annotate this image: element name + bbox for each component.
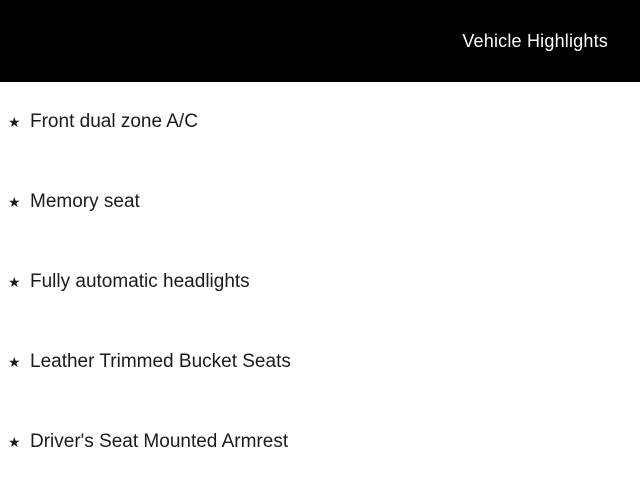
page-title: Vehicle Highlights — [462, 30, 608, 51]
header-bar — [0, 0, 640, 82]
list-item — [0, 242, 640, 322]
star-icon: ★ — [8, 114, 21, 130]
list-item — [0, 402, 640, 480]
star-icon: ★ — [8, 354, 21, 370]
list-item — [0, 322, 640, 402]
highlight-label: Memory seat — [30, 191, 140, 212]
highlight-label: Front dual zone A/C — [30, 111, 198, 132]
highlight-label: Fully automatic headlights — [30, 271, 250, 292]
list-item — [0, 82, 640, 162]
highlight-label: Leather Trimmed Bucket Seats — [30, 351, 291, 372]
list-item — [0, 162, 640, 242]
highlight-list — [0, 82, 640, 480]
star-icon: ★ — [8, 434, 21, 450]
star-icon: ★ — [8, 274, 21, 290]
highlight-label: Driver's Seat Mounted Armrest — [30, 431, 289, 452]
star-icon: ★ — [8, 194, 21, 210]
